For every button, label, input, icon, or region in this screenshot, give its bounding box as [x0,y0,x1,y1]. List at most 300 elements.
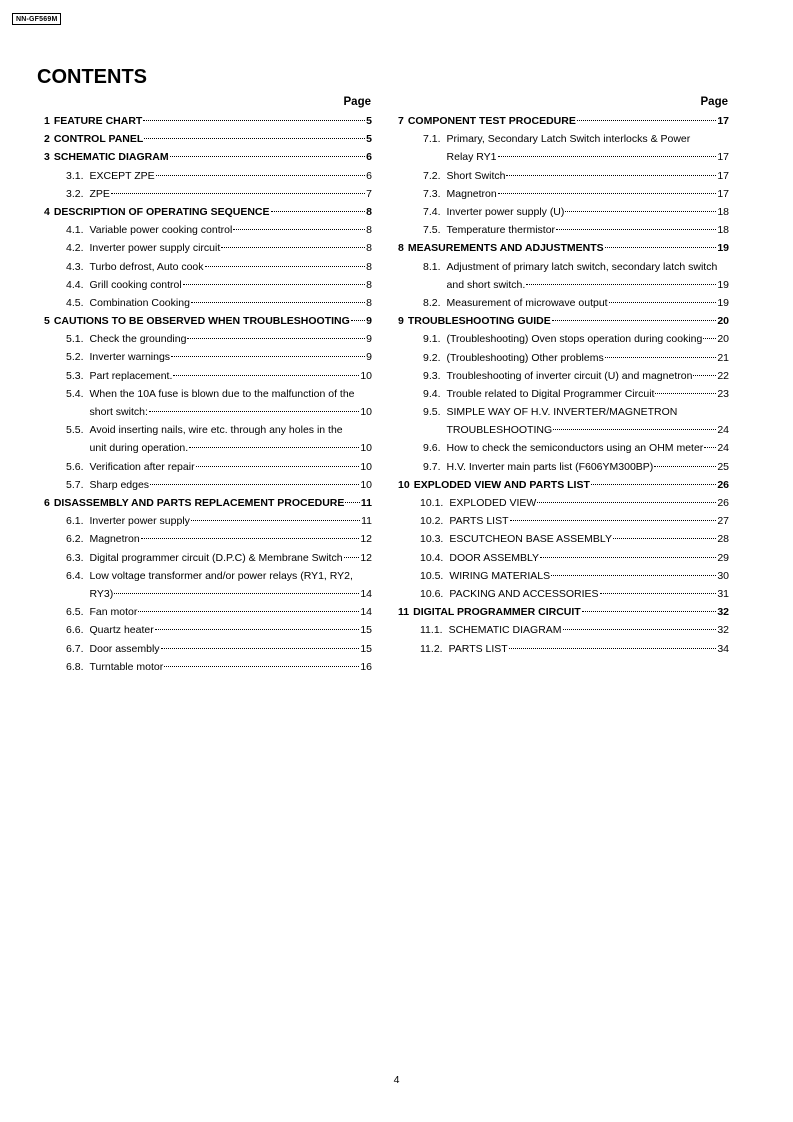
toc-subsection-link[interactable] [398,567,729,585]
toc-entry-page: 29 [717,551,729,564]
toc-entry-page: 8 [366,296,372,309]
toc-entry-page: 28 [717,533,729,546]
toc-subsection-link[interactable] [44,294,372,312]
toc-entry-number: 9.5. [423,406,441,419]
toc-entry-number: 7.4. [423,205,441,218]
dot-leader [552,320,717,321]
toc-entry-number: 3 [44,151,50,164]
toc-subsection-link[interactable] [44,185,372,203]
dot-leader [191,520,360,521]
toc-entry-page: 30 [717,569,729,582]
toc-entry-number: 6 [44,497,50,509]
dot-leader [138,611,359,612]
toc-entry-page: 16 [360,660,372,673]
toc-entry-title: FEATURE CHART [53,115,143,127]
toc-subsection-link[interactable] [398,349,729,367]
dot-leader [537,502,716,503]
toc-section-link[interactable] [44,203,372,221]
dot-leader [526,284,716,285]
toc-entry-page: 17 [717,169,729,182]
toc-entry-title: Adjustment of primary latch switch, secondary latch switch [446,260,718,273]
toc-entry-number: 8.2. [423,296,441,309]
dot-leader [591,484,716,485]
toc-entry-number: 3.2. [66,187,84,200]
toc-entry-title: COMPONENT TEST PROCEDURE [407,115,576,127]
dot-leader [703,338,716,339]
toc-section-link[interactable] [398,476,729,494]
toc-entry-page: 20 [717,333,729,346]
toc-entry-page: 26 [717,478,729,491]
dot-leader [693,375,716,376]
toc-entry-page: 9 [366,333,372,346]
toc-subsection-link[interactable] [398,185,729,203]
dot-leader [553,429,716,430]
toc-entry-body [447,130,729,166]
toc-subsection-link[interactable] [398,294,729,312]
toc-entry-page: 14 [360,587,372,600]
dot-leader [183,284,365,285]
dot-leader [551,575,716,576]
toc-entry-number: 10.2. [420,515,444,528]
toc-subsection-link[interactable] [44,421,372,457]
toc-entry-title: Turbo defrost, Auto cook [89,260,204,273]
dot-leader [506,175,716,176]
toc-entry-title: Avoid inserting nails, wire etc. through any holes in the [89,424,343,437]
toc-subsection-link[interactable] [398,221,729,239]
toc-entry-title: MEASUREMENTS AND ADJUSTMENTS [407,242,604,255]
dot-leader [114,593,359,594]
toc-subsection-link[interactable] [44,567,372,603]
toc-entry-title: ESCUTCHEON BASE ASSEMBLY [449,533,612,546]
toc-entry-number: 5 [44,315,50,328]
toc-entry-title: Short Switch [446,169,506,182]
toc-subsection-link[interactable] [398,585,729,603]
toc-entry-number: 4.4. [66,278,84,291]
dot-leader [600,593,717,594]
dot-leader [155,629,360,630]
toc-entry-title: Combination Cooking [89,296,190,309]
toc-entry-body [90,567,372,603]
toc-section-link[interactable] [44,130,372,148]
toc-entry-number: 9.7. [423,460,441,473]
toc-subsection-link[interactable] [398,458,729,476]
toc-entry-title: Variable power cooking control [89,224,233,237]
toc-entry-page: 8 [366,205,372,218]
toc-entry-title: DOOR ASSEMBLY [449,551,540,564]
page-number: 4 [393,1074,400,1086]
toc-entry-number: 7.1. [423,133,441,146]
page-column-header: Page [700,96,728,108]
toc-entry-number: 5.6. [66,460,84,473]
toc-entry-title: Inverter power supply circuit [89,242,221,255]
toc-subsection-link[interactable] [44,367,372,385]
toc-subsection-link[interactable] [398,130,729,166]
page-title: CONTENTS [37,66,147,88]
toc-entry-page: 8 [366,242,372,255]
toc-entry-title: Primary, Secondary Latch Switch interlocks & Power [446,133,691,146]
toc-entry-page: 8 [366,224,372,237]
toc-subsection-link[interactable] [398,494,729,512]
toc-entry-number: 2 [44,133,50,146]
dot-leader [510,520,717,521]
toc-entry-page: 21 [717,351,729,364]
toc-entry-page: 14 [360,606,372,619]
toc-entry-title: (Troubleshooting) Other problems [446,351,604,364]
dot-leader [196,466,360,467]
toc-entry-page: 6 [366,169,372,182]
dot-leader [187,338,365,339]
dot-leader [605,247,717,248]
toc-entry-number: 6.1. [66,515,84,528]
toc-entry-title-continued: and short switch. [446,278,526,291]
toc-entry-title: Inverter power supply (U) [446,205,565,218]
toc-entry-number: 10.6. [420,587,444,600]
dot-leader [577,120,716,121]
toc-entry-page: 11 [360,497,372,509]
toc-entry-body [90,385,372,421]
toc-entry-number: 8 [398,242,404,255]
toc-subsection-link[interactable] [44,385,372,421]
dot-leader [704,447,716,448]
dot-leader [654,466,716,467]
toc-entry-title: SCHEMATIC DIAGRAM [53,151,169,164]
dot-leader [351,320,365,321]
dot-leader [609,302,717,303]
toc-entry-page: 23 [717,387,729,400]
toc-entry-title: (Troubleshooting) Oven stops operation during cooking [446,333,703,346]
toc-subsection-link[interactable] [44,640,372,658]
toc-entry-title: Grill cooking control [89,278,182,291]
toc-entry-page: 19 [717,278,729,291]
toc-subsection-link[interactable] [44,239,372,257]
toc-entry-title: Digital programmer circuit (D.P.C) & Membrane Switch [89,551,343,564]
toc-entry-page: 19 [717,242,729,255]
toc-entry-title-continued: RY3) [89,587,114,600]
dot-leader [189,447,359,448]
toc-entry-number: 7 [398,115,404,127]
dot-leader [111,193,365,194]
dot-leader [613,538,716,539]
toc-entry-page: 31 [717,587,729,600]
toc-subsection-link[interactable] [44,258,372,276]
toc-entry-title: ZPE [89,187,110,200]
toc-entry-title: EXCEPT ZPE [89,169,155,182]
toc-entry-number: 3.1. [66,169,84,182]
dot-leader [143,120,365,121]
toc-entry-continuation-line [447,276,729,294]
toc-entry-number: 11 [398,606,410,619]
toc-entry-number: 7.5. [423,224,441,237]
toc-entry-number: 6.3. [66,551,84,564]
toc-entry-number: 6.6. [66,624,84,637]
dot-leader [164,666,359,667]
toc-subsection-link[interactable] [398,167,729,185]
toc-entry-page: 20 [717,315,729,328]
toc-subsection-link[interactable] [44,476,372,494]
toc-entry-continuation-line [447,421,729,439]
toc-entry-title: PACKING AND ACCESSORIES [449,587,599,600]
toc-entry-page: 17 [717,187,729,200]
toc-entry-number: 10.4. [420,551,444,564]
toc-entry-page: 25 [717,460,729,473]
toc-entry-page: 15 [360,642,372,655]
toc-subsection-link[interactable] [44,603,372,621]
toc-entry-number: 8.1. [423,260,441,273]
dot-leader [565,211,716,212]
dot-leader [161,648,360,649]
toc-entry-title: Low voltage transformer and/or power relays (RY1, RY2, [89,569,353,582]
toc-entry-title: CONTROL PANEL [53,133,144,146]
dot-leader [344,557,360,558]
toc-entry-number: 6.5. [66,606,84,619]
toc-entry-title: PARTS LIST [449,515,509,528]
model-number-tag: NN-GF569M [12,13,61,25]
dot-leader [144,138,365,139]
toc-entry-title: EXPLODED VIEW [449,497,537,510]
toc-entry-page: 8 [366,260,372,273]
toc-entry-title: Trouble related to Digital Programmer Circuit [446,387,655,400]
toc-entry-number: 9.4. [423,387,441,400]
page-column-header: Page [343,96,371,108]
toc-section-link[interactable] [398,239,729,257]
toc-entry-page: 10 [360,460,372,473]
toc-entry-title: Magnetron [446,187,497,200]
toc-section-link[interactable] [44,148,372,166]
toc-entry-page: 9 [366,351,372,364]
toc-entry-title: Quartz heater [89,624,154,637]
toc-entry-title: Measurement of microwave output [446,296,608,309]
toc-entry-page: 32 [717,606,729,619]
toc-entry-number: 10 [398,478,410,491]
toc-list-right [398,112,729,658]
toc-entry-title: TROUBLESHOOTING GUIDE [407,315,551,328]
dot-leader [498,193,717,194]
toc-entry-title: Inverter power supply [89,515,190,528]
toc-entry-page: 10 [360,442,372,455]
toc-entry-page: 12 [360,533,372,546]
toc-entry-number: 5.3. [66,369,84,382]
toc-entry-number: 9.3. [423,369,441,382]
toc-entry-page: 34 [717,642,729,655]
toc-subsection-link[interactable] [398,549,729,567]
toc-subsection-link[interactable] [398,367,729,385]
dot-leader [345,502,360,503]
toc-list-left [44,112,372,676]
toc-column-right [398,94,729,658]
toc-entry-number: 7.3. [423,187,441,200]
toc-entry-number: 7.2. [423,169,441,182]
toc-entry-number: 9.2. [423,351,441,364]
toc-entry-title: SIMPLE WAY OF H.V. INVERTER/MAGNETRON [446,406,678,419]
toc-entry-number: 9.6. [423,442,441,455]
toc-entry-number: 6.8. [66,660,84,673]
toc-entry-page: 11 [361,515,372,528]
toc-entry-number: 6.4. [66,569,84,582]
toc-entry-number: 6.7. [66,642,84,655]
toc-entry-title: SCHEMATIC DIAGRAM [448,624,562,637]
toc-entry-title: H.V. Inverter main parts list (F606YM300BP) [446,460,654,473]
toc-entry-title: Turntable motor [89,660,164,673]
toc-entry-number: 4 [44,205,50,218]
dot-leader [556,229,716,230]
dot-leader [509,648,717,649]
dot-leader [150,484,359,485]
toc-section-link[interactable] [398,112,729,130]
toc-entry-number: 5.1. [66,333,84,346]
toc-entry-number: 11.2. [420,642,443,655]
toc-entry-number: 10.3. [420,533,444,546]
toc-entry-title: Fan motor [89,606,138,619]
toc-subsection-link[interactable] [44,458,372,476]
toc-entry-number: 1 [44,115,50,127]
toc-entry-body [447,258,729,294]
toc-entry-page: 22 [717,369,729,382]
dot-leader [221,247,365,248]
toc-entry-page: 6 [366,151,372,164]
toc-subsection-link[interactable] [44,276,372,294]
toc-subsection-link[interactable] [44,348,372,366]
toc-entry-continuation-line [90,403,372,421]
toc-entry-page: 18 [717,224,729,237]
toc-entry-page: 24 [717,424,729,437]
toc-entry-number: 4.5. [66,296,84,309]
toc-column-left [44,94,372,676]
toc-entry-title: DISASSEMBLY AND PARTS REPLACEMENT PROCEDURE [53,497,345,509]
toc-entry-number: 4.1. [66,224,84,237]
toc-subsection-link[interactable] [398,385,729,403]
toc-entry-title: WIRING MATERIALS [449,569,551,582]
toc-entry-number: 4.2. [66,242,84,255]
toc-entry-page: 10 [360,406,372,419]
toc-entry-number: 6.2. [66,533,84,546]
dot-leader [498,156,717,157]
toc-entry-page: 17 [717,115,729,127]
toc-subsection-link[interactable] [398,439,729,457]
toc-entry-title: PARTS LIST [448,642,508,655]
dot-leader [233,229,365,230]
toc-section-link[interactable] [44,312,372,330]
toc-entry-number: 5.4. [66,387,84,400]
toc-section-link[interactable] [44,494,372,512]
toc-entry-title: Sharp edges [89,478,150,491]
toc-entry-continuation-line [90,585,372,603]
toc-subsection-link[interactable] [398,640,729,658]
toc-entry-title: Check the grounding [89,333,187,346]
toc-entry-title: DESCRIPTION OF OPERATING SEQUENCE [53,205,270,218]
toc-entry-page: 10 [360,478,372,491]
dot-leader [173,375,359,376]
toc-entry-continuation-line [447,148,729,166]
toc-entry-page: 18 [717,205,729,218]
toc-entry-page: 5 [366,115,372,127]
toc-subsection-link[interactable] [44,658,372,676]
toc-subsection-link[interactable] [44,221,372,239]
dot-leader [171,356,365,357]
toc-section-link[interactable] [398,312,729,330]
toc-subsection-link[interactable] [44,530,372,548]
toc-subsection-link[interactable] [398,530,729,548]
toc-entry-number: 4.3. [66,260,84,273]
toc-entry-page: 15 [360,624,372,637]
toc-entry-number: 10.1. [420,497,444,510]
dot-leader [191,302,365,303]
toc-section-link[interactable] [398,603,729,621]
toc-entry-body [90,421,372,457]
toc-subsection-link[interactable] [44,621,372,639]
toc-entry-page: 26 [717,497,729,510]
toc-subsection-link[interactable] [398,203,729,221]
toc-subsection-link[interactable] [44,167,372,185]
toc-entry-number: 9 [398,315,404,328]
toc-entry-title-continued: short switch: [89,406,148,419]
toc-subsection-link[interactable] [44,549,372,567]
dot-leader [582,611,717,612]
toc-entry-title: Part replacement. [89,369,173,382]
toc-subsection-link[interactable] [398,621,729,639]
dot-leader [605,357,717,358]
toc-entry-page: 32 [717,624,729,637]
toc-subsection-link[interactable] [398,512,729,530]
toc-subsection-link[interactable] [398,330,729,348]
toc-entry-title-continued: unit during operation. [89,442,189,455]
toc-entry-page: 17 [717,151,729,164]
toc-subsection-link[interactable] [398,403,729,439]
toc-entry-number: 11.1. [420,624,443,637]
toc-entry-number: 9.1. [423,333,441,346]
toc-entry-title: Temperature thermistor [446,224,556,237]
toc-subsection-link[interactable] [44,512,372,530]
toc-subsection-link[interactable] [44,330,372,348]
toc-entry-title-continued: Relay RY1 [446,151,497,164]
toc-entry-title: DIGITAL PROGRAMMER CIRCUIT [413,606,581,619]
toc-entry-number: 5.2. [66,351,84,364]
toc-entry-title: When the 10A fuse is blown due to the malfunction of the [89,387,355,400]
toc-entry-title-continued: TROUBLESHOOTING [446,424,553,437]
toc-entry-page: 12 [360,551,372,564]
dot-leader [149,411,359,412]
dot-leader [540,557,716,558]
toc-entry-page: 24 [717,442,729,455]
toc-entry-title: Inverter warnings [89,351,171,364]
toc-entry-number: 5.7. [66,478,84,491]
toc-entry-page: 8 [366,278,372,291]
toc-entry-title: Door assembly [89,642,160,655]
toc-entry-page: 10 [360,369,372,382]
toc-entry-title: Verification after repair [89,460,195,473]
toc-entry-continuation-line [90,439,372,457]
dot-leader [271,211,366,212]
toc-entry-title: Troubleshooting of inverter circuit (U) and magnetron [446,369,693,382]
dot-leader [563,629,717,630]
toc-section-link[interactable] [44,112,372,130]
toc-entry-page: 7 [366,187,372,200]
toc-entry-number: 10.5. [420,569,444,582]
dot-leader [156,175,365,176]
toc-entry-number: 5.5. [66,424,84,437]
toc-entry-page: 5 [366,133,372,146]
toc-subsection-link[interactable] [398,258,729,294]
toc-entry-page: 9 [366,315,372,328]
toc-entry-title: EXPLODED VIEW AND PARTS LIST [413,478,590,491]
toc-entry-title: How to check the semiconductors using an OHM meter [446,442,704,455]
dot-leader [141,538,360,539]
toc-entry-page: 19 [717,296,729,309]
dot-leader [655,393,716,394]
dot-leader [205,266,366,267]
toc-entry-body [447,403,729,439]
toc-entry-page: 27 [717,515,729,528]
toc-entry-title: CAUTIONS TO BE OBSERVED WHEN TROUBLESHOOTING [53,315,350,328]
